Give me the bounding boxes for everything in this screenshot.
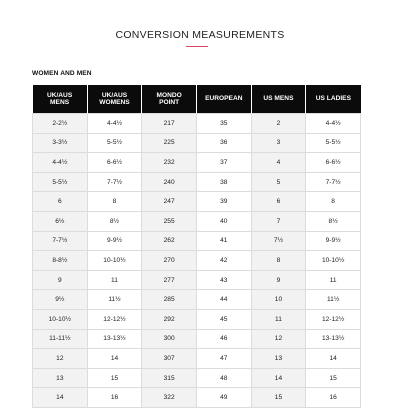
table-cell: 11-11½	[33, 329, 88, 349]
table-cell: 12	[33, 349, 88, 369]
table-row	[33, 388, 361, 408]
table-cell: 315	[142, 368, 197, 388]
column-header-text: WOMENS	[99, 99, 130, 106]
table-row	[33, 329, 361, 349]
table-row	[33, 231, 361, 251]
table-cell: 14	[306, 349, 361, 369]
table-cell: 37	[196, 153, 251, 173]
table-row	[33, 349, 361, 369]
table-cell: 285	[142, 290, 197, 310]
table-cell: 35	[196, 114, 251, 134]
table-row	[33, 309, 361, 329]
table-cell: 8½	[87, 211, 142, 231]
table-cell: 44	[196, 290, 251, 310]
table-cell: 41	[196, 231, 251, 251]
table-cell: 255	[142, 211, 197, 231]
table-cell: 4	[251, 153, 306, 173]
table-cell: 7-7½	[306, 172, 361, 192]
column-header-text: UK/AUS	[46, 91, 73, 99]
column-header	[33, 85, 88, 114]
table-cell: 6-6½	[306, 153, 361, 173]
table-cell: 4-4½	[306, 114, 361, 134]
title-underline-accent	[186, 46, 208, 47]
table-body	[33, 114, 361, 408]
column-header-text: UK/AUS	[101, 91, 128, 99]
table-cell: 11	[87, 270, 142, 290]
table-cell: 3-3½	[33, 133, 88, 153]
table-row	[33, 290, 361, 310]
table-row	[33, 211, 361, 231]
table-cell: 11½	[306, 290, 361, 310]
table-cell: 15	[251, 388, 306, 408]
page-title: CONVERSION MEASUREMENTS	[115, 29, 285, 41]
table-cell: 49	[196, 388, 251, 408]
table-header	[33, 85, 361, 114]
table-cell: 2-2½	[33, 114, 88, 134]
table-cell: 5-5½	[33, 172, 88, 192]
table-cell: 6	[251, 192, 306, 212]
table-cell: 9-9½	[306, 231, 361, 251]
column-header	[142, 85, 197, 114]
table-cell: 38	[196, 172, 251, 192]
table-cell: 307	[142, 349, 197, 369]
table-cell: 45	[196, 309, 251, 329]
table-cell: 12-12½	[87, 309, 142, 329]
table-cell: 16	[87, 388, 142, 408]
table-cell: 262	[142, 231, 197, 251]
table-cell: 48	[196, 368, 251, 388]
table-cell: 11½	[87, 290, 142, 310]
table-cell: 6½	[33, 211, 88, 231]
column-header	[196, 85, 251, 114]
table-cell: 40	[196, 211, 251, 231]
table-cell: 15	[87, 368, 142, 388]
table-cell: 232	[142, 153, 197, 173]
column-header	[306, 85, 361, 114]
table-cell: 14	[87, 349, 142, 369]
table-cell: 247	[142, 192, 197, 212]
table-cell: 8	[306, 192, 361, 212]
table-cell: 10-10½	[87, 251, 142, 271]
table-cell: 217	[142, 114, 197, 134]
column-header-text: MENS	[50, 99, 70, 106]
header-row	[33, 85, 361, 114]
table-cell: 7½	[251, 231, 306, 251]
table-cell: 9	[33, 270, 88, 290]
table-cell: 10	[251, 290, 306, 310]
table-cell: 46	[196, 329, 251, 349]
table-cell: 42	[196, 251, 251, 271]
conversion-table-container	[32, 85, 361, 408]
table-cell: 8½	[306, 211, 361, 231]
table-cell: 5-5½	[87, 133, 142, 153]
size-conversion-table	[32, 85, 361, 408]
table-row	[33, 153, 361, 173]
table-cell: 13	[251, 349, 306, 369]
table-cell: 4-4½	[87, 114, 142, 134]
table-cell: 5	[251, 172, 306, 192]
table-cell: 7-7½	[87, 172, 142, 192]
column-header-text: MONDO	[156, 91, 182, 99]
table-cell: 7	[251, 211, 306, 231]
table-row	[33, 251, 361, 271]
table-cell: 300	[142, 329, 197, 349]
table-cell: 292	[142, 309, 197, 329]
table-cell: 12	[251, 329, 306, 349]
table-cell: 15	[306, 368, 361, 388]
section-label: WOMEN AND MEN	[32, 70, 92, 77]
table-row	[33, 114, 361, 134]
column-header-text: POINT	[159, 99, 180, 106]
column-header-text: EUROPEAN	[205, 95, 243, 103]
table-cell: 10-10½	[306, 251, 361, 271]
table-cell: 43	[196, 270, 251, 290]
table-cell: 8-8½	[33, 251, 88, 271]
table-row	[33, 368, 361, 388]
table-row	[33, 133, 361, 153]
table-cell: 13-13½	[306, 329, 361, 349]
table-cell: 270	[142, 251, 197, 271]
table-cell: 4-4½	[33, 153, 88, 173]
table-cell: 13-13½	[87, 329, 142, 349]
column-header-text: US MENS	[263, 95, 294, 103]
table-cell: 9-9½	[87, 231, 142, 251]
table-cell: 6-6½	[87, 153, 142, 173]
table-cell: 16	[306, 388, 361, 408]
column-header	[87, 85, 142, 114]
table-cell: 240	[142, 172, 197, 192]
table-cell: 11	[251, 309, 306, 329]
table-cell: 13	[33, 368, 88, 388]
table-cell: 47	[196, 349, 251, 369]
table-cell: 5-5½	[306, 133, 361, 153]
table-cell: 11	[306, 270, 361, 290]
table-cell: 322	[142, 388, 197, 408]
table-cell: 12-12½	[306, 309, 361, 329]
table-row	[33, 172, 361, 192]
table-cell: 14	[33, 388, 88, 408]
table-row	[33, 270, 361, 290]
table-cell: 9	[251, 270, 306, 290]
column-header-text: US LADIES	[315, 95, 351, 103]
column-header	[251, 85, 306, 114]
table-cell: 7-7½	[33, 231, 88, 251]
table-cell: 225	[142, 133, 197, 153]
table-row	[33, 192, 361, 212]
table-cell: 277	[142, 270, 197, 290]
table-cell: 6	[33, 192, 88, 212]
table-cell: 36	[196, 133, 251, 153]
table-cell: 8	[251, 251, 306, 271]
table-cell: 10-10½	[33, 309, 88, 329]
table-cell: 39	[196, 192, 251, 212]
table-cell: 14	[251, 368, 306, 388]
table-cell: 8	[87, 192, 142, 212]
table-cell: 3	[251, 133, 306, 153]
table-cell: 2	[251, 114, 306, 134]
table-cell: 9½	[33, 290, 88, 310]
